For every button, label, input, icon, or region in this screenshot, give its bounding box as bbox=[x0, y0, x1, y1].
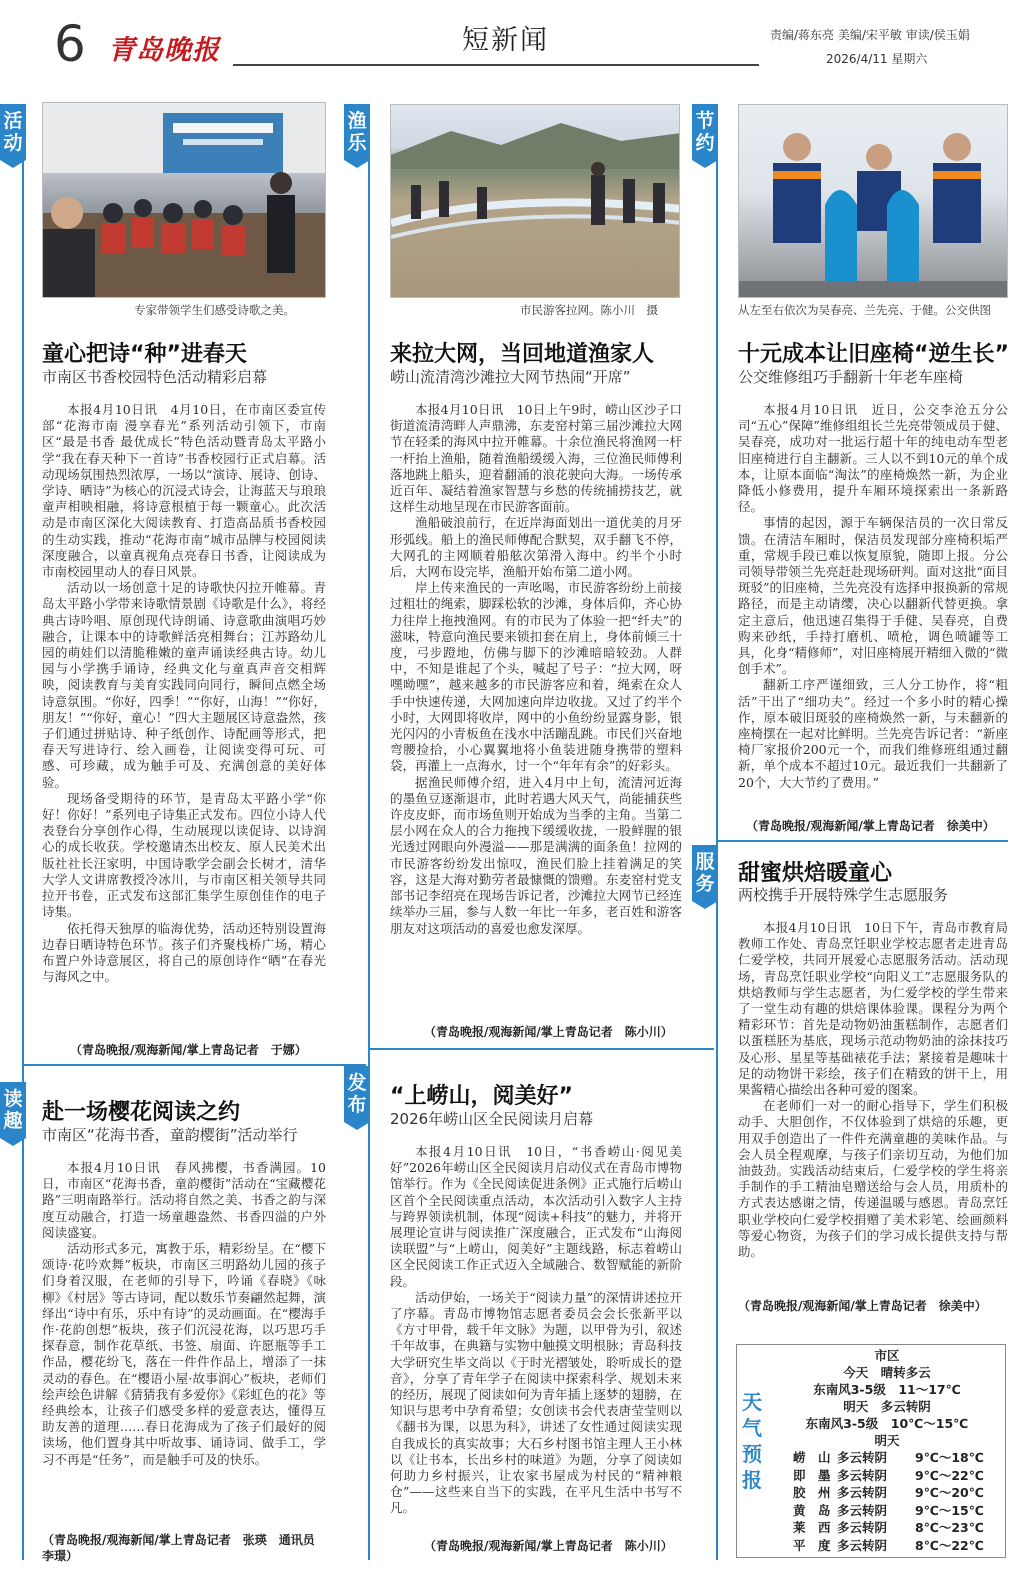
cherry-headline: 赴一场樱花阅读之约 bbox=[42, 1100, 241, 1125]
city-temp: 9℃～15℃ bbox=[915, 1502, 984, 1518]
city-name: 莱 西 bbox=[793, 1520, 831, 1535]
paragraph: 事情的起因，源于车辆保洁员的一次日常反馈。在清洁车厢时，保洁员发现部分座椅积垢严重，常规手段已难以恢复原貌，随即上报。分公司领导带领兰先亮赶赴现场研判。面对这批“面目斑驳”的旧座椅，兰先亮没有选择申报换新的常规路径，而是主动请缨，决心以翻新代替更换。拿定主意后，他迅速召集得于手健、吴春亮，自费购来砂纸，手持打磨机、喷枪，调色喷罐等工具，化身“精修师”，对旧座椅展开精细入微的“微创手术”。 bbox=[738, 515, 1008, 677]
laoshan-subheadline: 2026年崂山区全民阅读月启幕 bbox=[390, 1110, 594, 1128]
baking-body bbox=[738, 920, 1008, 1296]
city-name: 黄 岛 bbox=[793, 1502, 831, 1518]
cherry-byline: （青岛晚报/观海新闻/掌上青岛记者 张瑛 通讯员 李璟） bbox=[42, 1533, 327, 1563]
city-desc: 多云转阴 bbox=[837, 1485, 888, 1500]
paragraph: 活动以一场创意十足的诗歌快闪拉开帷幕。青岛太平路小学带来诗歌情景剧《诗歌是什么》，将经典古诗吟唱、原创现代诗朗诵、诗意歌曲演唱巧妙融合，让课本中的诗歌鲜活亮相舞台；江苏路幼儿园的萌娃们以清脆稚嫩的童声诵读经典古诗。幼儿园与小学携手诵诗，经典文化与童真声音交相辉映，阅读教育与美育实践同向同行，瞬间点燃全场诗意氛围。“你好，四季！”“你好，山海！”“你好，朋友！”“你好，童心！”四大主题展区诗意盎然，孩子们通过拼贴诗、种子纸创作、诗配画等形式，把春天写进诗行、绘入画卷，让阅读变得可玩、可感、可珍藏，成为触手可及、充满创意的美好体验。 bbox=[42, 580, 326, 790]
laoshan-body bbox=[390, 1144, 682, 1530]
city-temp: 8℃～22℃ bbox=[915, 1537, 984, 1553]
weather-summary bbox=[769, 1347, 1005, 1449]
editor-credits: 责编/蒋东亮 美编/宋平敏 审读/侯玉娟 bbox=[770, 28, 970, 42]
seats-byline: （青岛晚报/观海新闻/掌上青岛记者 徐美中） bbox=[746, 819, 995, 833]
page-number: 6 bbox=[54, 15, 86, 73]
seats-body bbox=[738, 402, 1008, 814]
seats-photo-caption: 从左至右依次为吴春亮、兰先亮、于健。公交供图 bbox=[738, 303, 991, 317]
seats-headline: 十元成本让旧座椅“逆生长” bbox=[738, 342, 1009, 367]
weather-city-row bbox=[793, 1502, 984, 1520]
fishing-subheadline: 崂山流清湾沙滩拉大网节热闹“开席” bbox=[390, 368, 631, 386]
paragraph: 岸上传来渔民的一声吆喝，市民游客纷纷上前接过粗壮的绳索，脚踩松软的沙滩，身体后仰，齐心协力往岸上拖拽渔网。有的市民为了体验一把“纤夫”的滋味，特意向渔民要来锁扣套在肩上，身体前倾三十度，弓步蹬地，仿佛与脚下的沙滩暗暗较劲。人群中，不知是谁起了个头，喊起了号子：“拉大网，呀嘿呦嘿”，越来越多的市民游客应和着，绳索在众人手中快速传递，大网加速向岸边收拢。又过了约半个小时，大网即将收岸，网中的小鱼纷纷显露身影，银光闪闪的小青板鱼在浅水中活蹦乱跳。市民们兴奋地弯腰捡拾，小心翼翼地将小鱼装进随身携带的塑料袋，再灌上一点海水，讨一个“年年有余”的好彩头。 bbox=[390, 580, 682, 774]
paragraph: 本报4月10日讯 10日，“书香崂山·阅见美好”2026年崂山区全民阅读月启动仪式在青岛市博物馆举行。作为《全民阅读促进条例》正式施行后崂山区首个全民阅读重点活动，本次活动引入数字人主持与跨界领读机制，体现“阅读+科技”的魅力，并将开展理论宣讲与阅读推广深度融合，正式发布“山海阅读联盟”与“上崂山，阅美好”主题线路，标志着崂山区全民阅读工作正式迈入全域融合、数智赋能的新阶段。 bbox=[390, 1144, 682, 1289]
weather-tag: 天气预报 bbox=[742, 1390, 762, 1492]
section-title: 短新闻 bbox=[462, 25, 549, 56]
weather-city-row bbox=[793, 1519, 984, 1537]
paragraph: 活动形式多元，寓教于乐，精彩纷呈。在“樱下颂诗·花吟欢舞”板块，市南区三明路幼儿园的孩子们身着汉服，在老师的引导下，吟诵《春晓》《咏柳》《村居》等古诗词，配以数乐节奏翩然起舞，演绎出“诗中有乐，乐中有诗”的灵动画面。在“樱海手作·花韵创想”板块，孩子们沉浸花海，以巧思巧手探春意，制作花草纸、书签、扇面、许愿瓶等手工作品，樱花纷飞，落在一件件作品上，增添了一抹灵动的春色。在“樱语小屋·故事润心”板块，老师们绘声绘色讲解《猜猜我有多爱你》《彩虹色的花》等经典绘本，让孩子们感受多样的爱意表达，懂得互助友善的道理……春日花海成为了孩子们最好的阅读场，他们置身其中听故事、诵诗词、做手工，学习不再是“任务”，而是触手可及的快乐。 bbox=[42, 1241, 326, 1467]
paragraph: 渔船破浪前行，在近岸海面划出一道优美的月牙形弧线。船上的渔民师傅配合默契，双手翻飞不停，大网孔的主网顺着船舷次第滑入海中。约半个小时后，大网布设完毕，渔船开始布第二道小网。 bbox=[390, 515, 682, 580]
divider bbox=[24, 1064, 366, 1066]
paragraph: 本报4月10日讯 春风拂樱，书香满园。10日，市南区“花海书香，童韵樱街”活动在“宝藏樱花路”三明南路举行。活动将自然之美、书香之韵与深度互动融合，打造一场童趣盎然、书香四溢的户外阅读盛宴。 bbox=[42, 1160, 326, 1240]
column-rule-left bbox=[22, 150, 24, 1560]
tag-service: 服务 bbox=[692, 845, 718, 901]
weather-line: 明天 bbox=[874, 1433, 900, 1448]
weather-header: 市区 bbox=[874, 1348, 900, 1363]
city-desc: 多云转阴 bbox=[837, 1450, 888, 1465]
weather-line: 明天 多云转阴 bbox=[843, 1399, 931, 1414]
baking-headline: 甜蜜烘焙暖童心 bbox=[738, 861, 893, 886]
paragraph: 据渔民师傅介绍，进入4月中上旬，流清河近海的墨鱼豆逐渐退市，此时若遇大风天气，尚能捕获些许皮皮虾，而市场鱼则开始成为当季的主角。当第二层小网在众人的合力拖拽下缓缓收拢，一股鲜腥的银光透过网眼向外漫溢——那是满满的面条鱼！拉网的市民游客纷纷发出惊叹，渔民们脸上挂着满足的笑容，这是大海对勤劳者最慷慨的馈赠。东麦窑村党支部书记李绍亮在现场告诉记者，沙滩拉大网节已经连续举办三届，参与人数一年比一年多，老百姓和游客朋友对这项活动的喜爱也愈发深厚。 bbox=[390, 774, 682, 936]
city-temp: 9℃～20℃ bbox=[915, 1485, 984, 1500]
paragraph: 本报4月10日讯 10日上午9时，崂山区沙子口街道流清湾畔人声鼎沸，东麦窑村第三届沙滩拉大网节在轻柔的海风中拉开帷幕。十余位渔民将渔网一杆一杆抬上渔船，随着渔船缓缓入海，三位渔民师傅利落地跳上船头，迎着翻涌的浪花驶向大海。一场传承近百年、凝结着渔家智慧与乡愁的传统捕捞技艺，就这样生动地呈现在市民游客面前。 bbox=[390, 402, 682, 515]
tag-reading: 读趣 bbox=[0, 1082, 26, 1138]
weather-line: 东南风3-5级 10℃～15℃ bbox=[805, 1416, 969, 1431]
laoshan-byline: （青岛晚报/观海新闻/掌上青岛记者 陈小川） bbox=[424, 1539, 673, 1553]
header-rule bbox=[233, 64, 759, 66]
weather-line: 东南风3-5级 11～17℃ bbox=[813, 1382, 961, 1397]
fishing-photo-caption: 市民游客拉网。陈小川 摄 bbox=[520, 303, 658, 317]
weather-forecast-box bbox=[736, 1344, 1006, 1558]
paragraph: 现场备受期待的环节，是青岛太平路小学“你好！你好！”系列电子诗集正式发布。四位小诗人代表登台分享创作心得，生动展现以读促诗、以诗润心的成长收获。学校邀请杰出校友、原人民美术出版社社长汪家明，中国诗歌学会副会长树才，清华大学人文讲席教授冷冰川，与市南区相关领导共同拉开书卷，正式发布这部汇集学生原创佳作的电子诗集。 bbox=[42, 790, 326, 920]
poetry-subheadline: 市南区书香校园特色活动精彩启幕 bbox=[42, 368, 268, 386]
poetry-byline: （青岛晚报/观海新闻/掌上青岛记者 于娜） bbox=[70, 1043, 307, 1057]
weather-city-row bbox=[793, 1484, 984, 1502]
cherry-body bbox=[42, 1160, 326, 1530]
newspaper-logo: 青岛晚报 bbox=[108, 35, 220, 66]
city-temp: 8℃～23℃ bbox=[915, 1520, 984, 1535]
beach-net-illustration bbox=[391, 105, 680, 298]
tag-release: 发布 bbox=[344, 1066, 370, 1122]
column-rule-mid bbox=[368, 150, 370, 1560]
seats-photo bbox=[738, 104, 1008, 298]
cherry-subheadline: 市南区“花海书香，童韵樱街”活动举行 bbox=[42, 1126, 298, 1144]
divider bbox=[718, 840, 1008, 842]
tag-saving: 节约 bbox=[692, 104, 718, 160]
divider bbox=[370, 1048, 714, 1050]
weather-line: 今天 晴转多云 bbox=[843, 1365, 931, 1380]
laoshan-headline: “上崂山，阅美好” bbox=[390, 1084, 573, 1109]
city-desc: 多云转阴 bbox=[837, 1502, 888, 1518]
fishing-photo bbox=[390, 104, 680, 298]
paragraph: 依托得天独厚的临海优势，活动还特别设置海边春日晒诗特色环节。孩子们齐聚栈桥广场，精心布置户外诗意展区，将自己的原创诗作“晒”在春光与海风之中。 bbox=[42, 920, 326, 985]
baking-subheadline: 两校携手开展特殊学生志愿服务 bbox=[738, 886, 949, 904]
city-name: 即 墨 bbox=[793, 1467, 831, 1483]
city-name: 崂 山 bbox=[793, 1450, 831, 1465]
tag-activity: 活动 bbox=[0, 104, 26, 160]
paragraph: 本报4月10日讯 近日，公交李沧五分公司“五心”保障”维修组组长兰先亮带领成员于健、吴春亮，成功对一批运行超十年的纯电动车型老旧座椅进行自主翻新。三人以不到10元的单个成本，让原本面临“淘汰”的座椅焕然一新，为企业降低小修费用，提升车厢环境探索出一条新路径。 bbox=[738, 402, 1008, 515]
paragraph: 本报4月10日讯 10日下午，青岛市教育局教师工作处、青岛烹饪职业学校志愿者走进青岛仁爱学校，共同开展爱心志愿服务活动。活动现场，青岛烹饪职业学校“向阳义工”志愿服务队的烘焙教师与学生志愿者，为仁爱学校的学生带来了一堂生动有趣的烘焙课体验课。课程分为两个精彩环节：首先是动物奶油蛋糕制作，志愿者们以蛋糕胚为基底，现场示范动物奶油的涂抹技巧及心形、星星等基础裱花手法；紧接着是趣味十足的动物饼干彩绘，孩子们在精致的饼干上，用果酱精心描绘出各种可爱的图案。 bbox=[738, 920, 1008, 1098]
city-desc: 多云转阴 bbox=[837, 1467, 888, 1483]
city-temp: 9℃～18℃ bbox=[915, 1450, 984, 1465]
weather-city-list bbox=[793, 1449, 984, 1554]
seats-subheadline: 公交维修组巧手翻新十年老车座椅 bbox=[738, 368, 964, 386]
classroom-illustration bbox=[43, 103, 326, 298]
city-name: 胶 州 bbox=[793, 1485, 831, 1500]
poetry-headline: 童心把诗“种”进春天 bbox=[42, 342, 247, 367]
issue-date: 2026/4/11 星期六 bbox=[826, 52, 928, 66]
paragraph: 翻新工序严谨细致，三人分工协作，将“粗活”干出了“细功夫”。经过一个多小时的精心操作，原本破旧斑驳的座椅焕然一新，与未翻新的座椅摆在一起对比鲜明。兰先亮告诉记者：“新座椅厂家报价200元一个，而我们维修班组通过翻新，单个成本不超过10元。最近我们一共翻新了20个，大大节约了费用。” bbox=[738, 677, 1008, 790]
baking-byline: （青岛晚报/观海新闻/掌上青岛记者 徐美中） bbox=[738, 1299, 987, 1313]
poetry-photo-caption: 专家带领学生们感受诗歌之美。 bbox=[134, 303, 295, 317]
fishing-headline: 来拉大网，当回地道渔家人 bbox=[390, 342, 655, 367]
poetry-photo bbox=[42, 102, 326, 298]
city-temp: 9℃～22℃ bbox=[915, 1467, 984, 1483]
fishing-body bbox=[390, 402, 682, 1021]
weather-city-row bbox=[793, 1467, 984, 1485]
workers-seats-illustration bbox=[739, 105, 1008, 298]
poetry-body bbox=[42, 402, 326, 1039]
paragraph: 在老师们一对一的耐心指导下，学生们积极动手、大胆创作，不仅体验到了烘焙的乐趣，更用双手创造出了一件件充满童趣的美味作品。与会人员全程观摩，与孩子们亲切互动，为他们加油鼓劲。实践活动结束后，仁爱学校的学生将亲手制作的手工精油皂赠送给与会人员，用质朴的方式表达感谢之情，传递温暖与感恩。青岛烹饪职业学校向仁爱学校捐赠了美术彩笔、绘画颜料等爱心物资，为孩子们的学习成长提供支持与帮助。 bbox=[738, 1098, 1008, 1260]
weather-city-row bbox=[793, 1449, 984, 1467]
paragraph: 本报4月10日讯 4月10日，在市南区委宣传部“花海市南 漫享春光”系列活动引领下，市南区“最是书香 最优成长”特色活动暨青岛太平路小学“我在春天种下一首诗”书香校园行正式启幕。活动现场氛围热烈浓厚，一场以“演诗、展诗、创诗、学诗、晒诗”为核心的沉浸式诗会，让海蓝天与琅琅童声相映相融，将诗意根植于每一颗童心。此次活动是市南区深化大阅读教育、打造高品质书香校园的生动实践，推动“花海市南”城市品牌与校园阅读深度融合，以童真视角点亮春日书香，让阅读成为市南校园里动人的春日风景。 bbox=[42, 402, 326, 580]
tag-fishing: 渔乐 bbox=[344, 104, 370, 160]
fishing-byline: （青岛晚报/观海新闻/掌上青岛记者 陈小川） bbox=[424, 1025, 673, 1039]
paragraph: 活动伊始，一场关于“阅读力量”的深情讲述拉开了序幕。青岛市博物馆志愿者委员会会长张新平以《方寸甲骨，载千年文脉》为题，以甲骨为引，叙述千年故事，在典籍与实物中触摸文明根脉；青岛科技大学研究生毕文尚以《于时光褶皱处，聆听成长的跫音》，分享了青年学子在阅读中探索科学、规划未来的经历，展现了阅读如何为青年插上逐梦的翅膀，在知识与思考中孕育希望；女创读书会代表唐莹莹则以《翻书为课，以思为科》，讲述了女性通过阅读实现自我成长的真实故事；大石乡村图书馆主理人王小林以《让书本，长出乡村的味道》为题，分享了阅读如何助力乡村振兴，让农家书屋成为村民的“精神粮仓”——这些来自当下的实践，在平凡生活中书写不凡。 bbox=[390, 1289, 682, 1516]
weather-city-row bbox=[793, 1537, 984, 1555]
city-desc: 多云转阴 bbox=[837, 1537, 888, 1553]
city-name: 平 度 bbox=[793, 1537, 831, 1553]
city-desc: 多云转阴 bbox=[837, 1520, 888, 1535]
